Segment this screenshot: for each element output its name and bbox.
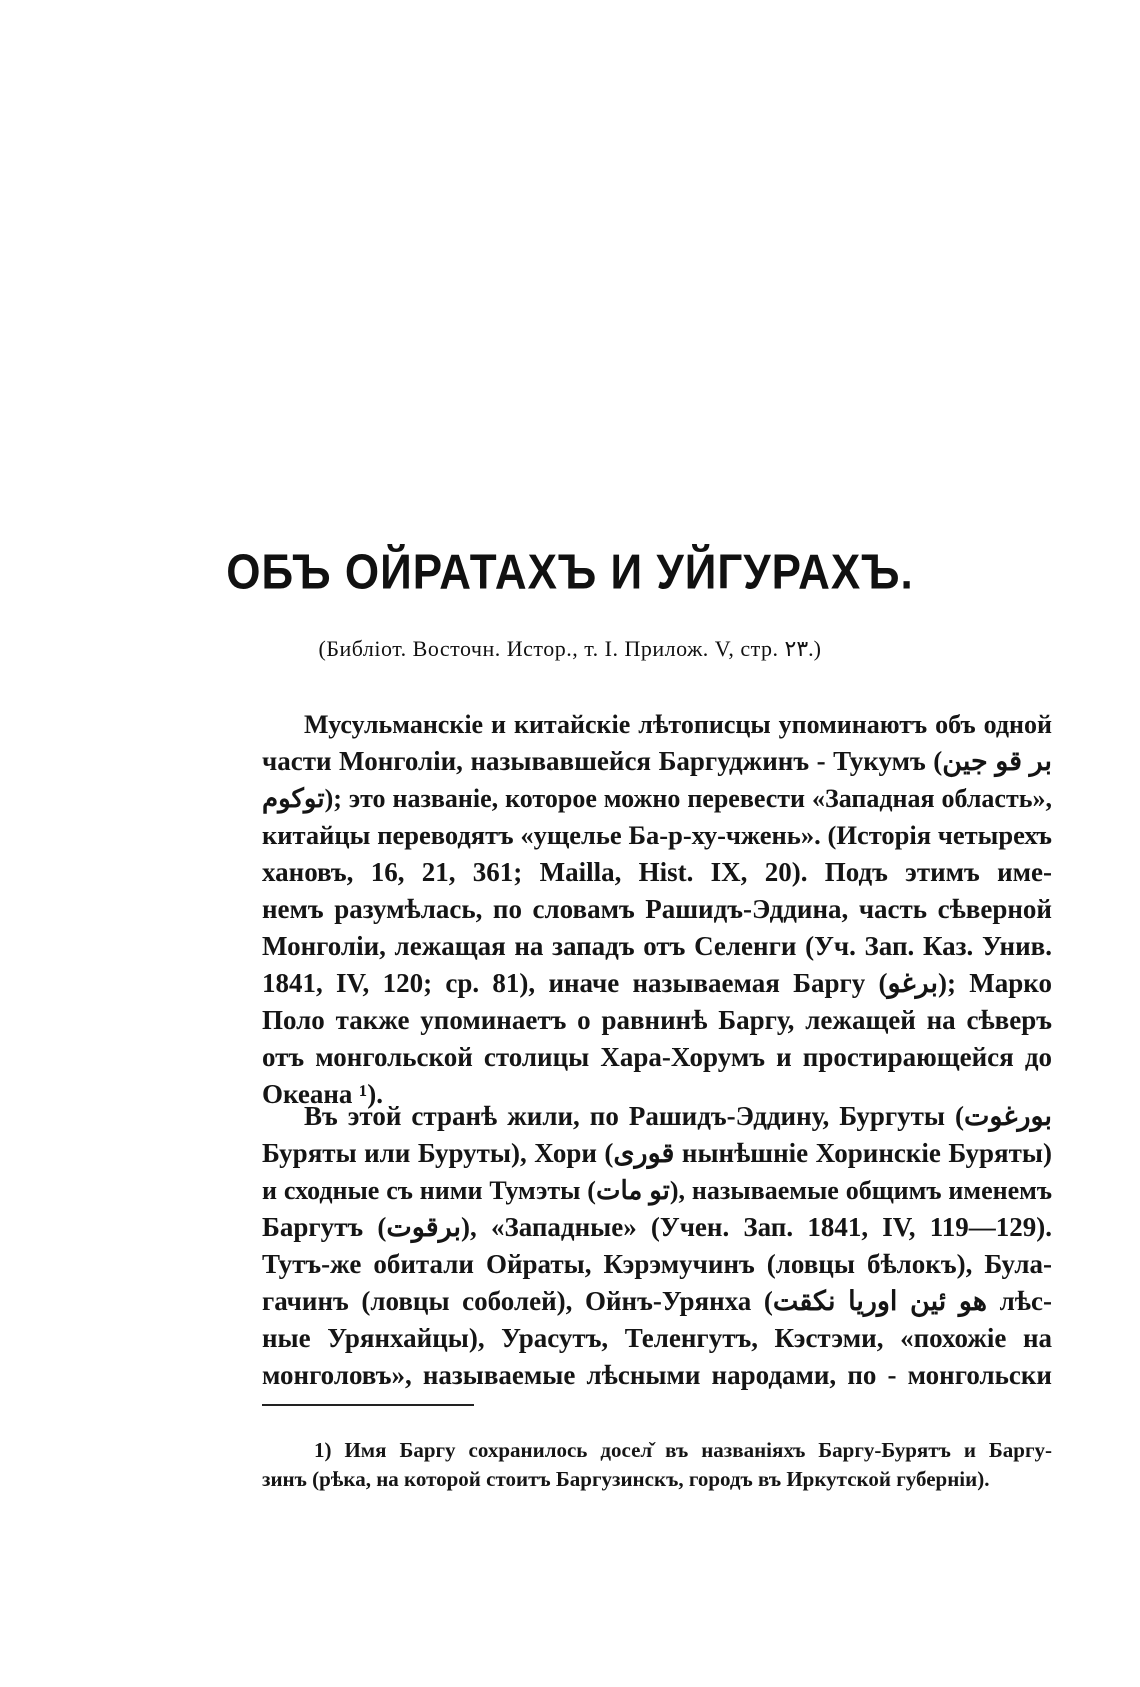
paragraph-2 (262, 1098, 1052, 1394)
footnote-line: 1) Имя Баргу сохранилось досел̌ въ названіяхъ Баргу-Бурятъ и Баргу- (314, 1438, 1052, 1462)
text-line: Тутъ-же обитали Ойраты, Кэрэмучинъ (ловцы бѣлокъ), Була- (262, 1249, 1052, 1279)
article-title: ОБЪ ОЙРАТАХЪ И УЙГУРАХЪ. (226, 545, 914, 600)
text-line: немъ разумѣлась, по словамъ Рашидъ-Эддина, часть сѣверной (262, 894, 1052, 924)
text-line: гачинъ (ловцы соболей), Ойнъ-Урянха (هو ئين اوريا نكقت лѣс- (262, 1286, 1052, 1316)
text-line: ные Урянхайцы), Урасутъ, Теленгутъ, Кэстэми, «похожіе на (262, 1323, 1052, 1353)
text-line: Монголіи, лежащая на западъ отъ Селенги (Уч. Зап. Каз. Унив. (262, 931, 1052, 961)
text-line: отъ монгольской столицы Хара-Хорумъ и простирающейся до (262, 1042, 1052, 1072)
text-line: хановъ, 16, 21, 361; Mailla, Hist. IX, 20). Подъ этимъ име- (262, 857, 1052, 887)
paragraph-1 (262, 706, 1052, 1113)
text-line: Океана ¹). (262, 1079, 384, 1109)
source-reference: (Библіот. Восточн. Истор., т. I. Прилож. V, стр. ٢٣.) (318, 636, 822, 661)
footnote (262, 1436, 1052, 1494)
text-line: монголовъ», называемые лѣсными народами, по - монгольски (262, 1360, 1052, 1390)
text-line: 1841, IV, 120; ср. 81), иначе называемая Баргу (برغو); Марко (262, 968, 1052, 998)
text-line: Мусульманскіе и китайскіе лѣтописцы упоминаютъ объ одной (304, 710, 1052, 739)
text-line: Баргутъ (برقوت), «Западные» (Учен. Зап. 1841, IV, 119—129). (262, 1212, 1052, 1242)
text-line: части Монголіи, называвшейся Баргуджинъ - Тукумъ (بر قو جين (262, 746, 1052, 776)
text-line: Буряты или Буруты), Хори (قورى нынѣшніе Хоринскіе Буряты) (262, 1138, 1053, 1168)
text-line: и сходные съ ними Тумэты (تو مات), называемые общимъ именемъ (262, 1176, 1053, 1205)
text-line: توكوم); это названіе, которое можно перевести «Западная область», (262, 784, 1052, 813)
text-line: китайцы переводятъ «ущелье Ба-р-ху-чжень». (Исторія четырехъ (262, 820, 1052, 850)
footnote-divider (262, 1404, 474, 1406)
footnote-line: зинъ (рѣка, на которой стоитъ Баргузинскъ, городъ въ Иркутской губерніи). (262, 1467, 990, 1491)
text-line: Поло также упоминаетъ о равнинѣ Баргу, лежащей на сѣверъ (262, 1005, 1052, 1035)
text-line: Въ этой странѣ жили, по Рашидъ-Эддину, Бургуты (بورغوت (304, 1101, 1052, 1131)
